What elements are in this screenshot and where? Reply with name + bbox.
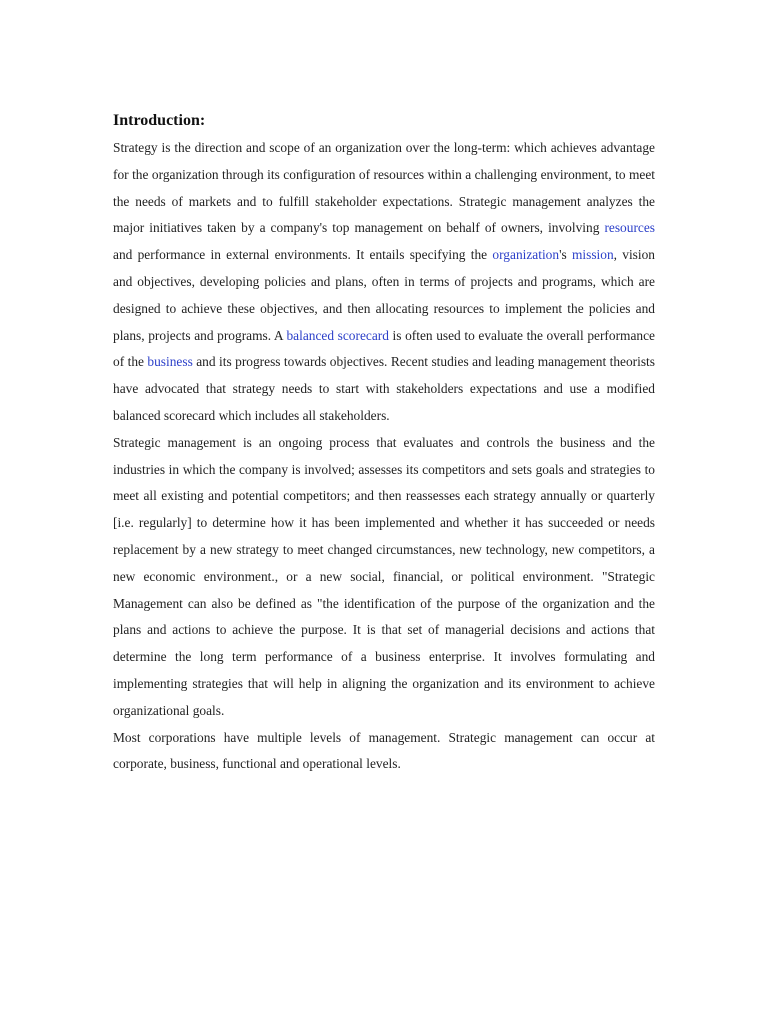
paragraph-text: 's — [559, 247, 572, 263]
link-balanced-scorecard[interactable]: balanced scorecard — [286, 327, 389, 343]
paragraph-text: , vision and objectives, developing policies and plans, often in terms of projects and programs, which are designed to achieve these objectives, and then allocating resources to implement the policies and plans, projects and programs. A — [113, 247, 655, 343]
link-business[interactable]: business — [147, 354, 193, 370]
paragraph-text: and performance in external environments. It entails specifying the — [113, 247, 493, 263]
document-page — [113, 108, 655, 778]
link-organization[interactable]: organization — [492, 247, 560, 263]
paragraph-management-levels: Most corporations have multiple levels of management. Strategic management can occur at corporate, business, functional and operational levels. — [113, 729, 655, 772]
paragraph-text: Strategy is the direction and scope of an organization over the long-term: which achieves advantage for the organization through its configuration of resources within a challenging environment, to meet the needs of markets and to fulfill stakeholder expectations. Strategic management analyzes the major initiatives taken by a company's top management on behalf of owners, involving — [113, 140, 655, 236]
link-mission[interactable]: mission — [571, 247, 614, 263]
link-resources[interactable]: resources — [604, 220, 655, 236]
paragraph-strategic-management-process: Strategic management is an ongoing process that evaluates and controls the business and the industries in which the company is involved; assesses its competitors and sets goals and strategies to meet all existing and potential competitors; and then reassesses each strategy annually or quarterly [i.e. regularly] to determine how it has been implemented and whether it has succeeded or needs replacement by a new strategy to meet changed circumstances, new technology, new competitors, a new economic environment., or a new social, financial, or political environment. "Strategic Management can also be defined as "the identification of the purpose of the organization and the plans and actions to achieve the purpose. It is that set of managerial decisions and actions that determine the long term performance of a business enterprise. It involves formulating and implementing strategies that will help in aligning the organization and its environment to achieve organizational goals. — [113, 434, 655, 718]
paragraph-text: is often used to evaluate the overall performance of the — [113, 327, 655, 370]
paragraph-text: and its progress towards objectives. Recent studies and leading management theorists have advocated that strategy needs to start with stakeholders expectations and use a modified balanced scorecard which includes all stakeholders. — [113, 354, 655, 423]
paragraph-strategy-definition — [113, 135, 655, 430]
section-heading: Introduction: — [113, 112, 206, 129]
